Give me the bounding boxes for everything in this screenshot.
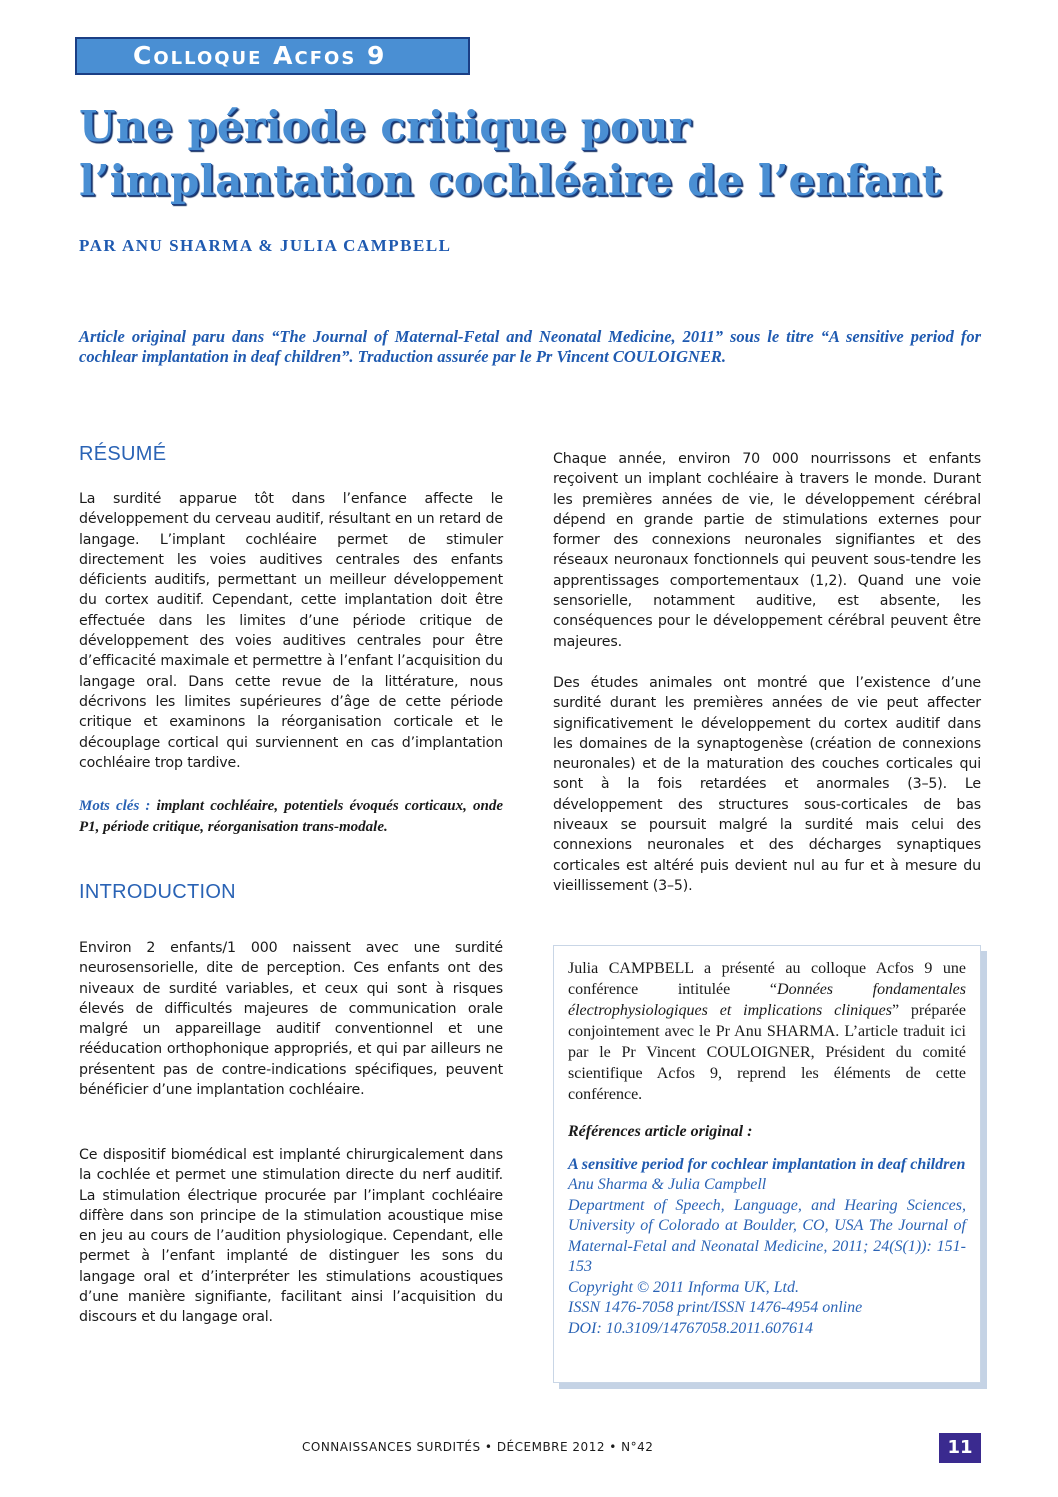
resume-heading: RÉSUMÉ [79, 443, 167, 465]
box-intro-start: Julia CAMPBELL a présenté au colloque Acfos 9 une conférence intitulée “ [568, 960, 966, 998]
resume-paragraph: La surdité apparue tôt dans l’enfance affecte le développement du cerveau auditif, résultant en un retard de langage. L’implant cochléaire permet de stimuler directement les voies auditives centrales des enfants déficients auditifs, permettant un meilleur développement du cortex auditif. Cependant, cette implantation doit être effectuée dans les limites d’une période critique de développement des voies auditives centrales pour être d’efficacité maximale et permettre à l’enfant l’acquisition du langage oral. Dans cette revue de la littérature, nous décrivons les limites supérieures d’âge de cette période critique et examinons la réorganisation corticale et le découplage cortical qui surviennent en cas d’implantation cochléaire trop tardive. [79, 491, 503, 771]
page-number: 11 [939, 1433, 981, 1463]
article-title-line-2: l’implantation cochléaire de l’enfant [79, 156, 941, 205]
article-title [79, 100, 979, 208]
right-column-paragraph-1: Chaque année, environ 70 000 nourrissons et enfants reçoivent un implant cochléaire à travers le monde. Durant les premières années de vie, le développement cérébral dépend en grande partie de stimulations externes pour former des connexions neuronales signifiantes et des réseaux neuronaux fonctionnels qui peuvent sous-tendre les apprentissages comportementaux (1,2). Quand une voie sensorielle, notamment auditive, est absente, les conséquences pour le développement cérébral peuvent être majeures. [553, 451, 981, 650]
box-intro-end: ” préparée conjointement avec le Pr Anu SHARMA. L’article traduit ici par le Pr Vincent COULOIGNER, Président du comité scientifique Acfos 9, reprend les éléments de cette conférence. [568, 1002, 966, 1103]
page-footer: CONNAISSANCES SURDITÉS • DÉCEMBRE 2012 • N°42 [302, 1440, 654, 1454]
keywords [79, 796, 503, 838]
section-banner: Colloque Acfos 9 [75, 37, 470, 75]
byline: PAR ANU SHARMA & JULIA CAMPBELL [79, 236, 452, 255]
reference-article-title: A sensitive period for cochlear implantation in deaf children [568, 1156, 966, 1173]
box-intro [568, 958, 966, 1105]
reference-doi: DOI: 10.3109/14767058.2011.607614 [568, 1319, 814, 1337]
introduction-paragraph-2: Ce dispositif biomédical est implanté chirurgicalement dans la cochlée et permet une stimulation directe du nerf auditif. La stimulation électrique procurée par l’implant cochléaire diffère dans son principe de la stimulation acoustique mise en jeu au cours de l’audition physiologique. Cependant, elle permet à l’enfant implanté de distinguer les sons du langage oral et d’interpréter les stimulations acoustiques d’une manière signifiante, facilitant ainsi l’acquisition du discours et du langage oral. [79, 1147, 503, 1326]
info-box [553, 945, 981, 1383]
introduction-heading: INTRODUCTION [79, 881, 236, 903]
article-title-line-1: Une période critique pour [79, 102, 691, 151]
original-article-note: Article original paru dans “The Journal of Maternal-Fetal and Neonatal Medicine, 2011” sous le titre “A sensitive period for cochlear implantation in deaf children”. Traduction assurée par le Pr Vincent COULOIGNER. [79, 327, 981, 366]
reference-issn: ISSN 1476-7058 print/ISSN 1476-4954 online [568, 1299, 863, 1316]
references-title: Références article original : [568, 1123, 753, 1140]
reference-authors: Anu Sharma & Julia Campbell [568, 1176, 767, 1193]
reference-affiliation: Department of Speech, Language, and Hearing Sciences, University of Colorado at Boulder, CO, USA The Journal of Maternal-Fetal and Neonatal Medicine, 2011; 24(S(1)): 151-153 [568, 1196, 966, 1275]
keywords-text: implant cochléaire, potentiels évoqués corticaux, onde P1, période critique, réorganisation trans-modale. [79, 798, 503, 835]
right-column-paragraph-2: Des études animales ont montré que l’existence d’une surdité durant les premières années de vie peut affecter significativement le développement du cortex auditif dans les domaines de la synaptogenèse (création de connexions neuronales) et de la maturation des couches corticales qui sont à la fois retardées et anormales (3–5). Le développement des structures sous-corticales de bas niveaux se poursuit malgré la surdité mais celui des connexions neuronales et des décharges synaptiques corticales est altéré puis devient nul au fur et à mesure du vieillissement (3–5). [553, 675, 981, 894]
box-intro-conference-title: Données fondamentales électrophysiologiques et implications cliniques [568, 981, 966, 1019]
introduction-paragraph-1: Environ 2 enfants/1 000 naissent avec une surdité neurosensorielle, dite de perception. Ces enfants ont des niveaux de surdité variables, et ceux qui sont à risques élevés de difficultés majeures de communication orale malgré un appareillage auditif conventionnel et une rééducation orthophonique appropriés, et qui par ailleurs ne présentent pas de contre-indications spécifiques, peuvent bénéficier d’une implantation cochléaire. [79, 940, 503, 1099]
reference-copyright: Copyright © 2011 Informa UK, Ltd. [568, 1278, 799, 1296]
keywords-label: Mots clés : [79, 798, 151, 814]
